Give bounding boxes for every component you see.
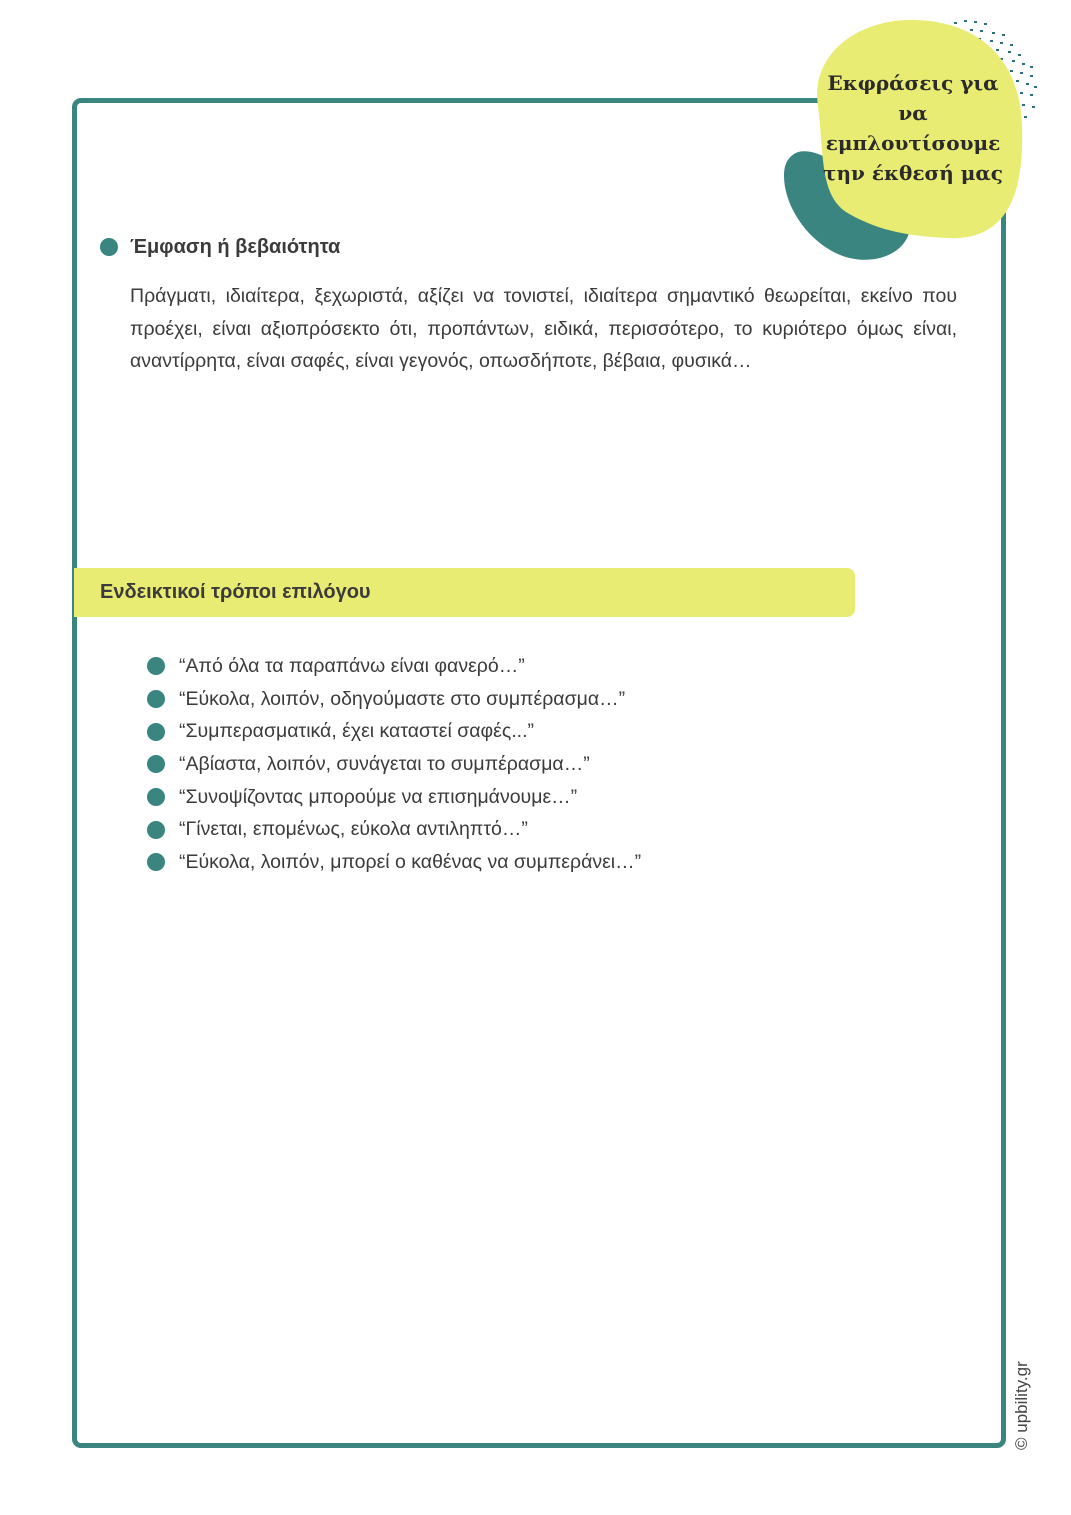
section-title: Έμφαση ή βεβαιότητα — [130, 235, 341, 258]
bullet-icon — [100, 238, 118, 256]
list-item — [147, 781, 641, 814]
list-item-text: “Γίνεται, επομένως, εύκολα αντιληπτό…” — [179, 818, 528, 841]
section-heading-emphasis — [100, 232, 340, 262]
list-item-text: “Συνοψίζοντας μπορούμε να επισημάνουμε…” — [179, 785, 578, 808]
list-item-text: “Αβίαστα, λοιπόν, συνάγεται το συμπέρασμα…” — [179, 752, 590, 775]
badge-title: Εκφράσεις για να εμπλουτίσουμε την έκθεσή μας — [823, 71, 1003, 185]
epilogue-phrases-list — [147, 650, 641, 879]
bullet-icon — [147, 690, 165, 708]
list-item — [147, 813, 641, 846]
epilogue-section-title: Ενδεικτικοί τρόποι επιλόγου — [100, 581, 371, 603]
bullet-icon — [147, 755, 165, 773]
list-item-text: “Εύκολα, λοιπόν, μπορεί ο καθένας να συμπεράνει…” — [179, 850, 642, 873]
list-item — [147, 748, 641, 781]
copyright-text: © upbility.gr — [1012, 1361, 1031, 1450]
bullet-icon — [147, 657, 165, 675]
bullet-icon — [147, 788, 165, 806]
list-item — [147, 650, 641, 683]
emphasis-expressions-paragraph: Πράγματι, ιδιαίτερα, ξεχωριστά, αξίζει να τονιστεί, ιδιαίτερα σημαντικό θεωρείται, εκείνο που προέχει, είναι αξιοπρόσεκτο ότι, προπάντων, ειδικά, περισσότερο, το κυριότερο όμως είναι, αναντίρρητα, είναι σαφές, είναι γεγονός, οπωσδήποτε, βέβαια, φυσικά… — [130, 285, 957, 372]
list-item — [147, 683, 641, 716]
list-item — [147, 846, 641, 879]
list-item-text: “Εύκολα, λοιπόν, οδηγούμαστε στο συμπέρασμα…” — [179, 687, 626, 710]
list-item — [147, 715, 641, 748]
list-item-text: “Συμπερασματικά, έχει καταστεί σαφές...” — [179, 720, 534, 743]
bullet-icon — [147, 853, 165, 871]
bullet-icon — [147, 821, 165, 839]
list-item-text: “Από όλα τα παραπάνω είναι φανερό…” — [179, 654, 525, 677]
bullet-icon — [147, 723, 165, 741]
